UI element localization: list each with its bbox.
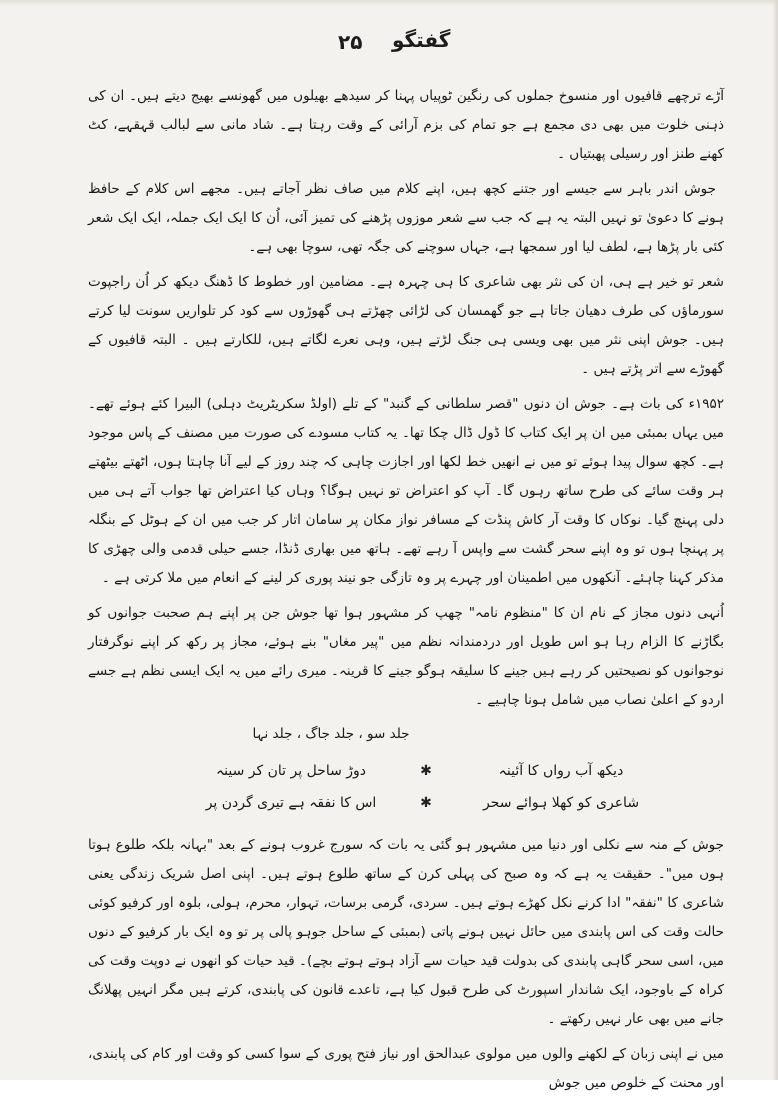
- couplet: [196, 755, 656, 787]
- page-number: ۲۵: [338, 30, 363, 54]
- couplet-line-second: دوڑ ساحل پر تان کر سینہ: [215, 763, 367, 779]
- couplet-line-first: دیکھ آب رواں کا آئینہ: [498, 763, 624, 779]
- paragraph: جوش کے منہ سے نکلی اور دنیا میں مشہور ہو گئی یہ بات کہ سورج غروب ہونے کے بعد "بہانہ بلکہ طلوع ہوتا ہوں میں"۔ حقیقت یہ ہے کہ وہ صبح کی پہلی کرن کے ساتھ طلوع ہوتے ہیں۔ اپنی اصل شریک زندگی یعنی شاعری کا "نفقہ" ادا کرنے نکل کھڑے ہوتے ہیں۔ سردی، گرمی برسات، تہوار، محرم، ہولی، بلوہ اور کرفیو کوئی حالت وقت کی اس پابندی میں حائل نہیں ہونے پاتی (بمبئی کے ساحل جوہو پالی پر تو وہ ایک بار کرفیو کے دنوں میں، اسی سحر گاہی پابندی کی بدولت قید حیات سے آزاد ہوتے ہوتے بچے)۔ قید حیات کو انھوں نے دوپت وقت کی کراہ کے باوجود، ایک شاندار اسپورٹ کی طرح قبول کیا ہے، تاعدے قانون کی پابندی، کرتے ہیں مگر انہیں پھلانگ جانے میں بھی عار نہیں رکھتے ۔: [88, 837, 724, 1027]
- page-body: [88, 82, 724, 1104]
- paragraph: شعر تو خیر ہے ہی، ان کی نثر بھی شاعری کا ہی چہرہ ہے۔ مضامین اور خطوط کا ڈھنگ دیکھ کر اُن راجپوت سورماؤں کی طرف دھیان جاتا ہے جو گھمسان کی لڑائی چھڑتے ہی گھوڑوں سے کود کر تلواریں سونت لیا کرتے ہیں۔ جوش اپنی نثر میں بھی ویسی ہی جنگ لڑتے ہیں، وہی نعرے لگاتے ہیں، للکارتے ہیں ۔ البتہ قافیوں کے گھوڑے سے اتر پڑتے ہیں ۔: [88, 274, 724, 377]
- page-header: [0, 30, 778, 60]
- poem-couplets: [156, 755, 656, 819]
- paragraph: ۱۹۵۲ء کی بات ہے۔ جوش ان دنوں "قصر سلطانی کے گنبد" کے تلے (اولڈ سکریٹریٹ دہلی) البیرا کئے ہوئے تھے۔ میں یہاں بمبئی میں ان پر ایک کتاب کا ڈول ڈال چکا تھا۔ یہ کتاب مسودے کی صورت میں مصنف کے پاس موجود ہے۔ کچھ سوال پیدا ہوئے تو میں نے انھیں خط لکھا اور اجازت چاہی کہ چند روز کے لیے آنا چاہتا ہوں، اٹھتے بیٹھتے ہر وقت سائے کی طرح ساتھ رہوں گا۔ آپ کو اعتراض تو نہیں ہوگا؟ وہاں کیا اعتراض تھا جواب آتے ہی میں دلی پہنچ گیا۔ نوکاں کا وقت آر کاش پنڈت کے مسافر نواز مکان پر سامان اتار کر جب میں ان کے ہوٹل کے بنگلہ پر پہنچا ہوں تو وہ اپنے سحر گشت سے واپس آ رہے تھے۔ ہاتھ میں بھاری ڈنڈا، جسے حیلی قدمی والی چھڑی کا مذکر کہنا چاہئے۔ آنکھوں میں اطمینان اور چہرے پر وہ تازگی جو نیند پوری کر لینے کے انعام میں ملا کرتی ہے ۔: [88, 396, 724, 586]
- star-separator-icon: ✱: [420, 763, 432, 779]
- paragraph: اُنہی دنوں مجاز کے نام ان کا "منظوم نامہ" چھپ کر مشہور ہوا تھا جوش جن پر اپنے ہم صحبت جوانوں کو بگاڑنے کا الزام رہا ہو اس طویل اور دردمندانہ نظم میں "پیر مغاں" بنے ہوئے، مجاز پر رکھ کر اپنے نوگرفتار نوجوانوں کو نصیحتیں کر رہے ہیں جینے کا سلیقہ ہوگو جینے کا قرینہ۔ میری رائے میں یہ ایک ایسی نظم ہے جسے اردو کے اعلیٰ نصاب میں شامل ہونا چاہیے ۔: [88, 605, 724, 708]
- paragraph: جوش اندر باہر سے جیسے اور جتنے کچھ ہیں، اپنے کلام میں صاف نظر آجاتے ہیں۔ مجھے اس کلام کے حافظ ہونے کا دعویٰ تو نہیں البتہ یہ ہے کہ جب سے شعر موزوں پڑھنے کی تمیز آئی، اُن کا ایک ایک جملہ، ایک ایک شعر کئی بار پڑھا ہے، لطف لیا اور سمجھا ہے، جہاں سوچنے کی جگہ تھی، سوچا بھی ہے۔: [88, 181, 724, 255]
- star-separator-icon: ✱: [420, 795, 432, 811]
- couplet-line-first: شاعری کو کھلا ہوائے سحر: [482, 795, 640, 811]
- couplet: [196, 787, 656, 819]
- quoted-line: جلد سو ، جلد جاگ ، جلد نہا: [252, 726, 410, 742]
- page-top-shadow: [0, 0, 778, 6]
- page-edge-shadow: [772, 0, 778, 1080]
- paragraph: میں نے اپنی زبان کے لکھنے والوں میں مولوی عبدالحق اور نیاز فتح پوری کے سوا کسی کو وقت اور کام کی پابندی، اور محنت کے خلوص میں جوش: [88, 1046, 724, 1091]
- running-head: گفتگو: [392, 28, 451, 52]
- paragraph: آڑے ترچھے قافیوں اور منسوخ جملوں کی رنگین ٹوپیاں پہنا کر سیدھے بھیلوں میں گھونسے بھیج دیتے ہیں۔ ان کی ذہنی خلوت میں بھی دی مجمع ہے جو تمام کی بزم آرائی کے وقت رہتا ہے۔ شاد مانی سے لبالب قہقہے، کٹ کھنے طنز اور رسیلی پھبتیاں ۔: [88, 88, 724, 162]
- couplet-line-second: اس کا نفقہ ہے تیری گردن پر: [205, 795, 377, 811]
